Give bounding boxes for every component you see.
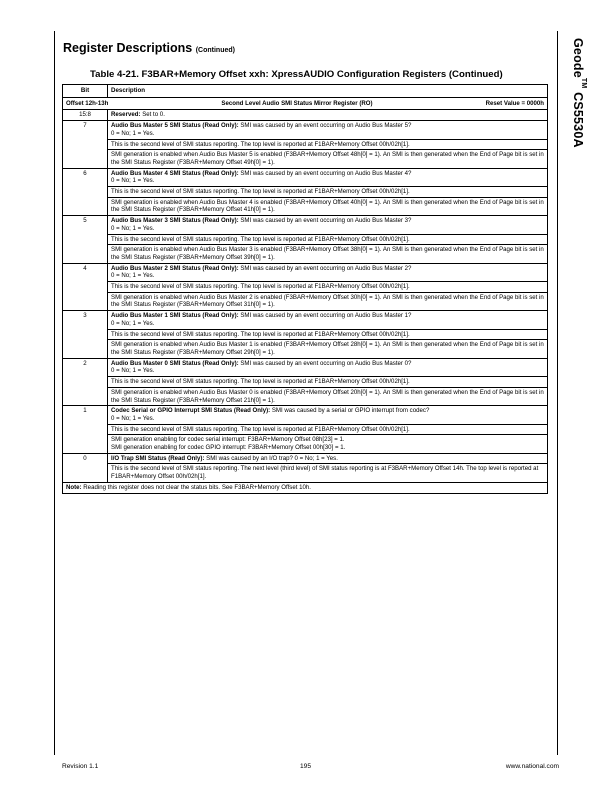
table-row [63,110,548,121]
field-values: 0 = No; 1 = Yes. [111,129,155,137]
field-name: Audio Bus Master 0 SMI Status (Read Only): [111,359,239,367]
field-description: SMI was caused by an event occurring on Audio Bus Master 0? [240,359,412,367]
field-detail: This is the second level of SMI status reporting. The top level is reported at F1BAR+Memory Offset 00h/02h[1]. [108,424,547,434]
footer-revision: Revision 1.1 [62,763,99,770]
note-label: Note: [66,483,82,491]
field-values: 0 = No; 1 = Yes. [111,367,155,375]
field-description: SMI was caused by an event occurring on Audio Bus Master 5? [240,122,412,130]
table-title: Table 4-21. F3BAR+Memory Offset xxh: XpressAUDIO Configuration Registers (Continued) [90,69,503,80]
register-name: Second Level Audio SMI Status Mirror Register (RO) [221,99,373,107]
field-description: SMI was caused by an event occurring on Audio Bus Master 4? [240,169,412,177]
field-detail: SMI generation is enabled when Audio Bus Master 0 is enabled (F3BAR+Memory Offset 20h[0] = 1). An SMI is then generated when the End of Page bit is set in the SMI Status Register (F3BAR+Memory Offset 21h[0] = 1). [108,387,547,404]
bit-cell: 6 [63,168,108,216]
description-cell [108,311,548,359]
field-values: 0 = No; 1 = Yes. [111,224,155,232]
field-detail: This is the second level of SMI status reporting. The top level is reported at F1BAR+Memory Offset 00h/02h[1]. [108,376,547,386]
description-cell [108,216,548,264]
field-detail: SMI generation is enabled when Audio Bus Master 5 is enabled (F3BAR+Memory Offset 48h[0] = 1). An SMI is then generated when the End of Page bit is set in the SMI Status Register (F3BAR+Memory Offset 49h[0] = 1). [108,149,547,166]
table-row [63,216,548,264]
field-description: SMI was caused by a serial or GPIO interrupt from codec? [271,407,430,415]
field-detail: SMI generation is enabled when Audio Bus Master 1 is enabled (F3BAR+Memory Offset 28h[0] = 1). An SMI is then generated when the End of Page bit is set in the SMI Status Register (F3BAR+Memory Offset 29h[0] = 1). [108,339,547,356]
bit-cell: 4 [63,263,108,311]
reset-value: Reset Value = 0000h [485,99,544,107]
field-detail: This is the second level of SMI status reporting. The top level is reported at F1BAR+Memory Offset 00h/02h[1]. [108,234,547,244]
description-cell [108,110,548,121]
section-title: Register Descriptions [63,41,193,55]
bit-cell: 5 [63,216,108,264]
bit-cell: 2 [63,358,108,406]
description-cell [108,121,548,169]
field-description: SMI was caused by an event occurring on Audio Bus Master 1? [240,312,412,320]
bit-cell: 3 [63,311,108,359]
field-detail: SMI generation is enabled when Audio Bus Master 3 is enabled (F3BAR+Memory Offset 38h[0] = 1). An SMI is then generated when the End of Page bit is set in the SMI Status Register (F3BAR+Memory Offset 39h[0] = 1). [108,244,547,261]
field-description: SMI was caused by an I/O trap? 0 = No; 1 = Yes. [206,454,338,462]
table-row [63,453,548,482]
table-row [63,358,548,406]
col-header-bit: Bit [63,85,108,98]
field-detail: SMI generation enabling for codec serial interrupt: F3BAR+Memory Offset 08h[23] = 1. SMI generation enabling for codec GPIO interrupt: F3BAR+Memory Offset 00h[30] = 1. [108,434,547,451]
bit-cell: 1 [63,406,108,454]
footer-page-number: 195 [299,763,311,770]
field-description: SMI was caused by an event occurring on Audio Bus Master 3? [240,217,412,225]
table-row [63,121,548,169]
offset-row [63,97,548,110]
description-cell [108,358,548,406]
col-header-description: Description [108,85,548,98]
field-values: 0 = No; 1 = Yes. [111,319,155,327]
field-name: Audio Bus Master 3 SMI Status (Read Only): [111,217,239,225]
bit-cell: 15:8 [63,110,108,121]
field-name: Audio Bus Master 2 SMI Status (Read Only): [111,264,239,272]
field-name: Audio Bus Master 4 SMI Status (Read Only): [111,169,239,177]
table-row [63,406,548,454]
field-values: 0 = No; 1 = Yes. [111,177,155,185]
field-detail: SMI generation is enabled when Audio Bus Master 4 is enabled (F3BAR+Memory Offset 40h[0] = 1). An SMI is then generated when the End of Page bit is set in the SMI Status Register (F3BAR+Memory Offset 41h[0] = 1). [108,197,547,214]
description-cell [108,168,548,216]
side-product-title: Geode™ CS5530A [571,38,588,148]
field-name: I/O Trap SMI Status (Read Only): [111,454,205,462]
field-values: 0 = No; 1 = Yes. [111,414,155,422]
bit-cell: 7 [63,121,108,169]
bit-cell: 0 [63,453,108,482]
table-row [63,168,548,216]
table-row [63,263,548,311]
field-description: SMI was caused by an event occurring on Audio Bus Master 2? [240,264,412,272]
register-table [62,84,548,494]
field-values: 0 = No; 1 = Yes. [111,272,155,280]
field-detail: This is the second level of SMI status reporting. The next level (third level) of SMI status reporting is at F3BAR+Memory Offset 14h. The top level is reported at F1BAR+Memory Offset 00h/02h[1]. [108,463,547,480]
description-cell [108,453,548,482]
field-name: Audio Bus Master 5 SMI Status (Read Only): [111,122,239,130]
offset-label: Offset 12h-13h [66,99,109,107]
section-continued: (Continued) [195,47,235,54]
description-cell [108,406,548,454]
field-detail: SMI generation is enabled when Audio Bus Master 2 is enabled (F3BAR+Memory Offset 30h[0] = 1). An SMI is then generated when the End of Page bit is set in the SMI Status Register (F3BAR+Memory Offset 31h[0] = 1). [108,292,547,309]
section-heading [63,41,235,55]
footer-website: www.national.com [505,763,559,770]
field-name: Reserved: [111,111,141,119]
note-text: Reading this register does not clear the status bits. See F3BAR+Memory Offset 10h. [83,483,311,491]
note-row [63,482,548,493]
field-detail: This is the second level of SMI status reporting. The top level is reported at F1BAR+Memory Offset 00h/02h[1]. [108,139,547,149]
field-detail: This is the second level of SMI status reporting. The top level is reported at F1BAR+Memory Offset 00h/02h[1]. [108,329,547,339]
field-description: Set to 0. [142,111,165,119]
field-name: Codec Serial or GPIO Interrupt SMI Status (Read Only): [111,407,271,415]
field-name: Audio Bus Master 1 SMI Status (Read Only): [111,312,239,320]
field-detail: This is the second level of SMI status reporting. The top level is reported at F1BAR+Memory Offset 00h/02h[1]. [108,281,547,291]
table-row [63,311,548,359]
description-cell [108,263,548,311]
field-detail: This is the second level of SMI status reporting. The top level is reported at F1BAR+Memory Offset 00h/02h[1]. [108,186,547,196]
